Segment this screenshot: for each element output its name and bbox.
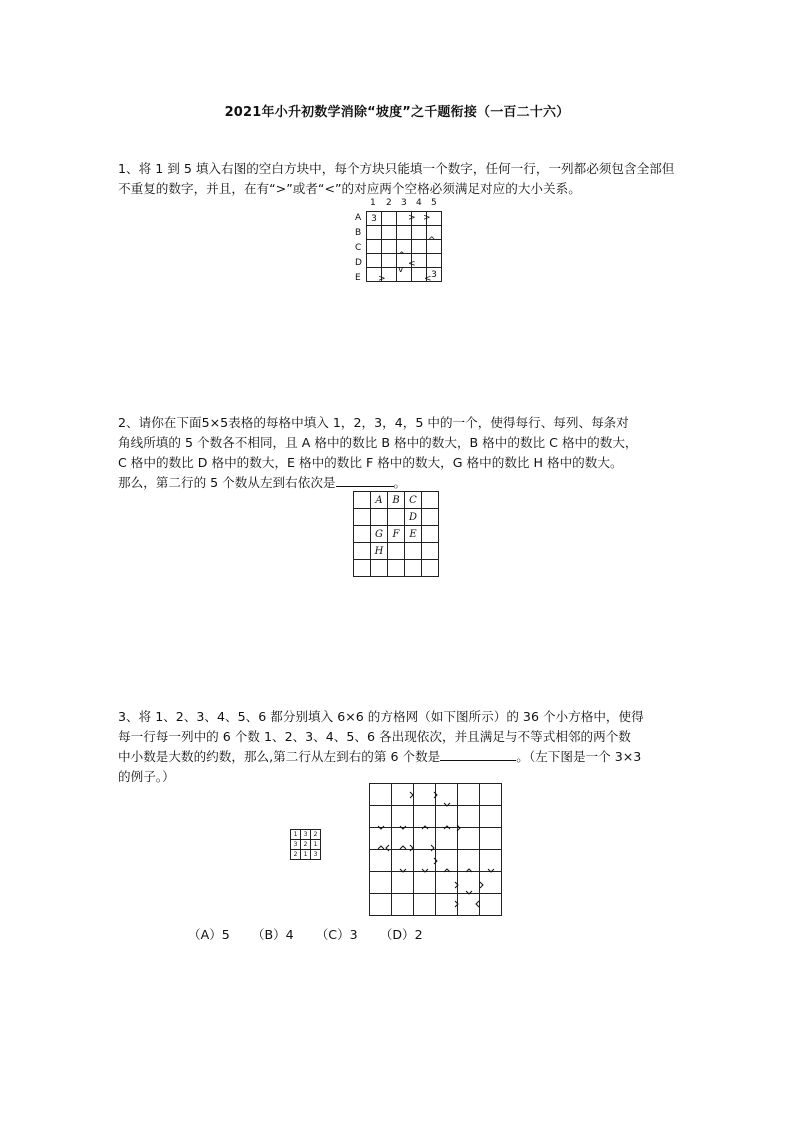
column-label: 1 <box>370 198 376 208</box>
answer-options <box>188 924 441 943</box>
inequality-mark <box>434 792 437 798</box>
grid-cell[interactable] <box>388 543 405 560</box>
inequality-mark <box>434 858 437 864</box>
grid-cell[interactable] <box>412 226 427 240</box>
row-label: A <box>355 213 362 223</box>
grid-cell[interactable] <box>354 560 371 577</box>
inequality-mark: ^ <box>428 236 436 246</box>
grid-cell: 3 <box>301 830 311 840</box>
inequality-mark <box>422 826 428 829</box>
inequality-mark: > <box>408 213 416 223</box>
puzzle-grid-2 <box>353 491 439 577</box>
answer-blank[interactable] <box>440 748 516 761</box>
example-grid-3x3 <box>290 829 321 860</box>
grid-cell[interactable]: F <box>388 526 405 543</box>
inequality-mark <box>444 826 450 829</box>
grid-cell[interactable] <box>422 509 439 526</box>
inequality-mark <box>400 869 406 872</box>
column-label: 3 <box>401 198 407 208</box>
grid-cell[interactable]: 3 <box>367 212 382 226</box>
question-2-line: C 格中的数比 D 格中的数大，E 格中的数比 F 格中的数大，G 格中的数比 H 格中的数大。 <box>118 455 623 470</box>
option-d[interactable]: （D）2 <box>379 927 423 942</box>
answer-blank[interactable] <box>336 474 394 487</box>
option-c[interactable]: （C）3 <box>315 927 358 942</box>
grid-cell[interactable] <box>367 226 382 240</box>
inequality-mark <box>378 846 384 849</box>
grid-cell: 1 <box>311 840 321 850</box>
inequality-mark: ^ <box>398 251 406 261</box>
grid-cell[interactable] <box>388 509 405 526</box>
row-label: B <box>355 228 362 238</box>
grid-cell: 1 <box>291 830 301 840</box>
grid-cell[interactable] <box>354 509 371 526</box>
question-2-end: 。 <box>393 475 407 490</box>
grid-cell: 2 <box>311 830 321 840</box>
inequality-mark <box>476 901 479 907</box>
grid-cell[interactable] <box>388 560 405 577</box>
inequality-mark <box>488 869 494 872</box>
option-b[interactable]: （B）4 <box>251 927 294 942</box>
grid-cell[interactable] <box>382 240 397 254</box>
question-2-line <box>118 473 678 493</box>
grid-cell[interactable]: C <box>405 492 422 509</box>
inequality-mark <box>444 869 450 872</box>
column-label: 2 <box>386 198 392 208</box>
question-3-line: 3、将 1、2、3、4、5、6 都分别填入 6×6 的方格网（如下图所示）的 36 个小方格中，使得 <box>118 709 644 724</box>
grid-cell[interactable] <box>382 254 397 268</box>
inequality-mark <box>466 891 472 894</box>
grid-cell[interactable] <box>354 543 371 560</box>
question-2-text <box>118 413 678 493</box>
grid-cell[interactable]: H <box>371 543 388 560</box>
inequality-mark: < <box>424 274 432 284</box>
grid-cell[interactable] <box>354 526 371 543</box>
grid-cell[interactable] <box>422 492 439 509</box>
question-3-line <box>118 747 678 767</box>
grid-cell: 3 <box>291 840 301 850</box>
grid-cell: 1 <box>301 850 311 860</box>
inequality-mark <box>422 869 428 872</box>
grid-cell[interactable]: A <box>371 492 388 509</box>
grid-6x6-inequality-marks <box>369 783 509 923</box>
row-label: C <box>355 243 362 253</box>
inequality-mark <box>455 901 458 907</box>
grid-cell[interactable] <box>371 509 388 526</box>
row-label: E <box>355 273 361 283</box>
question-1-body: 1、将 1 到 5 填入右图的空白方块中，每个方块只能填一个数字，任何一行，一列都必须包含全部但不重复的数字，并且，在有“>”或者“<”的对应两个空格必须满足对应的大小关系。 <box>118 161 675 196</box>
question-3-line: 的例子。） <box>118 769 175 784</box>
option-a[interactable]: （A）5 <box>188 927 230 942</box>
question-2-line: 2、请你在下面5×5表格的每格中填入 1，2，3，4，5 中的一个，使得每行、每列、每条对 <box>118 415 629 430</box>
inequality-mark <box>444 803 450 806</box>
question-3-line: 每一行每一列中的 6 个数 1、2、3、4、5、6 各出现依次，并且满足与不等式相邻的两个数 <box>118 729 631 744</box>
question-1-text <box>118 159 678 199</box>
grid-cell[interactable] <box>405 543 422 560</box>
inequality-mark <box>457 825 460 831</box>
grid-cell[interactable] <box>367 254 382 268</box>
grid-cell: 3 <box>311 850 321 860</box>
inequality-mark <box>480 882 483 888</box>
grid-cell[interactable] <box>422 543 439 560</box>
inequality-mark <box>378 826 384 829</box>
inequality-mark <box>410 845 413 851</box>
inequality-mark <box>466 869 472 872</box>
grid-cell[interactable] <box>382 226 397 240</box>
grid-cell[interactable] <box>382 212 397 226</box>
question-3-text <box>118 707 678 787</box>
question-3-prompt: 中小数是大数的约数，那么,第二行从左到右的第 6 个数是 <box>118 749 441 764</box>
inequality-mark <box>455 882 458 888</box>
grid-cell: 2 <box>291 850 301 860</box>
page-title: 2021年小升初数学消除“坡度”之千题衔接（一百二十六） <box>224 105 570 120</box>
inequality-mark <box>431 845 434 851</box>
grid-cell[interactable]: G <box>371 526 388 543</box>
inequality-mark: > <box>423 213 431 223</box>
inequality-mark: > <box>378 274 386 284</box>
grid-cell[interactable]: D <box>405 509 422 526</box>
question-3-end: 。（左下图是一个 3×3 <box>516 749 642 764</box>
column-label: 4 <box>416 198 422 208</box>
puzzle-grid-1 <box>366 211 442 282</box>
grid-cell[interactable] <box>422 526 439 543</box>
grid-cell[interactable]: E <box>405 526 422 543</box>
grid-cell[interactable] <box>397 226 412 240</box>
grid-cell[interactable] <box>371 560 388 577</box>
inequality-mark <box>400 826 406 829</box>
grid-cell: 2 <box>301 840 311 850</box>
question-2-line: 角线所填的 5 个数各不相同，且 A 格中的数比 B 格中的数大，B 格中的数比 C 格中的数大， <box>118 435 638 450</box>
grid-cell[interactable]: 3 <box>427 268 442 282</box>
grid-cell[interactable] <box>367 240 382 254</box>
grid-cell[interactable] <box>412 240 427 254</box>
inequality-mark: v <box>398 265 404 275</box>
column-label: 5 <box>431 198 437 208</box>
inequality-mark: < <box>408 259 416 269</box>
inequality-mark <box>386 845 389 851</box>
inequality-mark <box>410 792 413 798</box>
row-label: D <box>355 258 362 268</box>
grid-cell[interactable] <box>405 560 422 577</box>
grid-cell[interactable]: B <box>388 492 405 509</box>
inequality-mark <box>400 846 406 849</box>
grid-cell[interactable] <box>422 560 439 577</box>
grid-cell[interactable] <box>354 492 371 509</box>
question-2-prompt: 那么，第二行的 5 个数从左到右依次是 <box>118 475 336 490</box>
grid-cell[interactable] <box>427 254 442 268</box>
